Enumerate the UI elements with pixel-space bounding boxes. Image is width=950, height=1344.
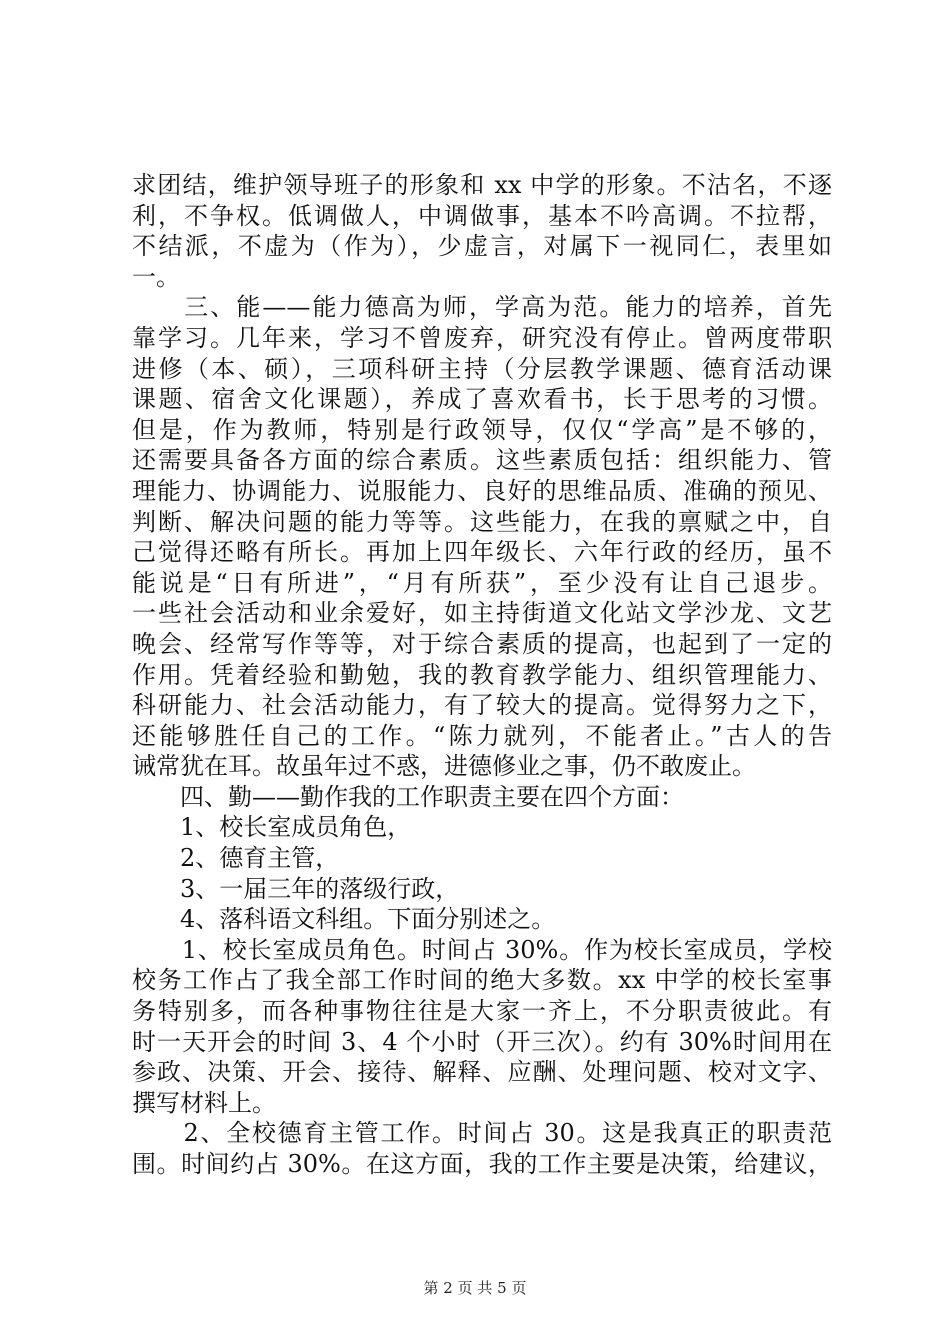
- text-line: 理能力、协调能力、说服能力、良好的思维品质、准确的预见、: [132, 476, 832, 505]
- page-footer: 第 2 页 共 5 页: [423, 1279, 527, 1297]
- text-line: 3、一届三年的落级行政，: [132, 874, 460, 903]
- text-line: 还能够胜任自己的工作。“陈力就列，不能者止。”古人的告: [132, 721, 832, 750]
- text-line: 利，不争权。低调做人，中调做事，基本不吟高调。不拉帮，: [132, 201, 832, 230]
- text-line: 围。时间约占 30%。在这方面，我的工作主要是决策，给建议，: [132, 1150, 832, 1178]
- text-line: 作用。凭着经验和勤勉，我的教育教学能力、组织管理能力、: [132, 660, 832, 689]
- document-body: [132, 170, 832, 1180]
- text-line: 科研能力、社会活动能力，有了较大的提高。觉得努力之下，: [132, 691, 832, 720]
- text-line: 进修（本、硕），三项科研主持（分层教学课题、德育活动课: [132, 354, 832, 383]
- text-line: 一些社会活动和业余爱好，如主持街道文化站文学沙龙、文艺: [132, 599, 832, 628]
- text-line: 课题、宿舍文化课题），养成了喜欢看书，长于思考的习惯。: [132, 385, 832, 414]
- text-line: 不结派，不虚为（作为），少虚言，对属下一视同仁，表里如: [132, 232, 832, 261]
- text-line: 1、校长室成员角色。时间占 30%。作为校长室成员，学校: [132, 935, 832, 964]
- text-line: 校务工作占了我全部工作时间的绝大多数。xx 中学的校长室事: [132, 966, 832, 995]
- text-line: 参政、决策、开会、接待、解释、应酬、处理问题、校对文字、: [132, 1058, 832, 1087]
- text-line: 三、能——能力德高为师，学高为范。能力的培养，首先: [132, 293, 832, 322]
- text-line: 时一天开会的时间 3、4 个小时（开三次）。约有 30%时间用在: [132, 1027, 832, 1056]
- text-line: 2、全校德育主管工作。时间占 30。这是我真正的职责范: [132, 1119, 832, 1148]
- text-line: 撰写材料上。: [132, 1088, 276, 1117]
- text-line: 晚会、经常写作等等，对于综合素质的提高，也起到了一定的: [132, 629, 832, 658]
- text-line: 能说是“日有所进”，“月有所获”，至少没有让自己退步。: [132, 568, 832, 597]
- text-line: 1、校长室成员角色，: [132, 813, 412, 842]
- text-line: 诫常犹在耳。故虽年过不惑，进德修业之事，仍不敢废止。: [132, 752, 756, 781]
- text-line: 求团结，维护领导班子的形象和 xx 中学的形象。不沽名，不逐: [132, 171, 832, 199]
- text-line: 务特别多，而各种事物往往是大家一齐上，不分职责彼此。有: [132, 997, 832, 1026]
- text-line: 4、落科语文科组。下面分别述之。: [132, 905, 556, 934]
- text-line: 己觉得还略有所长。再加上四年级长、六年行政的经历，虽不: [132, 538, 832, 567]
- text-line: 四、勤——勤作我的工作职责主要在四个方面：: [132, 782, 684, 811]
- text-line: 一。: [132, 262, 180, 291]
- text-line: 判断、解决问题的能力等等。这些能力，在我的禀赋之中，自: [132, 507, 832, 536]
- text-line: 靠学习。几年来，学习不曾废弃，研究没有停止。曾两度带职: [132, 323, 832, 352]
- text-line: 但是，作为教师，特别是行政领导，仅仅“学高”是不够的，: [132, 415, 832, 444]
- text-line: 2、德育主管，: [132, 844, 340, 873]
- text-line: 还需要具备各方面的综合素质。这些素质包括：组织能力、管: [132, 446, 832, 475]
